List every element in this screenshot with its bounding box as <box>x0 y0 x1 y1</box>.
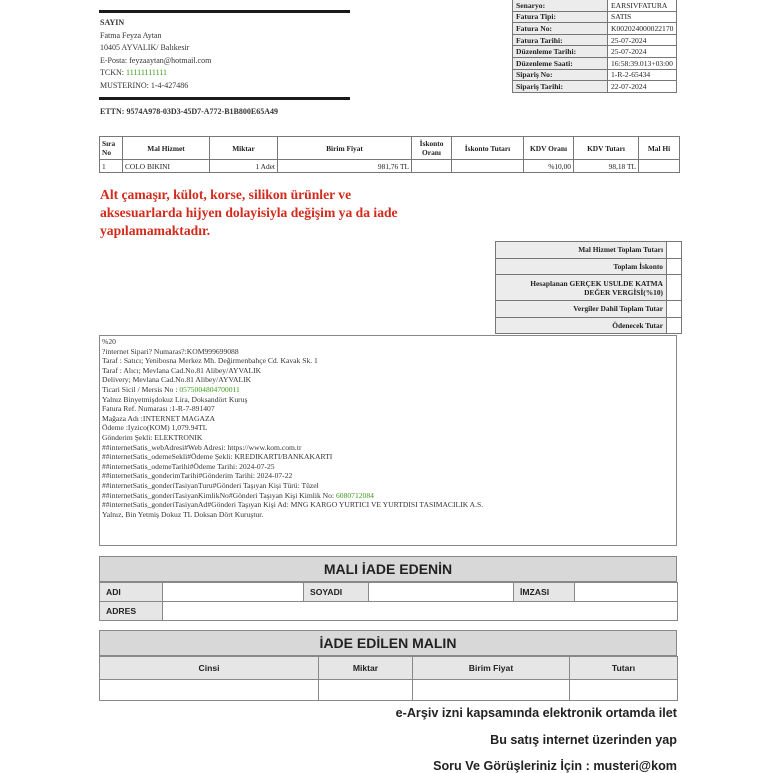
returned-goods-header: Tutarı <box>570 657 678 680</box>
note-text: ##internetSatis_gonderiTasiyanTuru#Gönderi Taşıyan Kişi Türü: Tüzel <box>102 480 319 490</box>
goods-total-cell[interactable] <box>570 680 678 701</box>
items-cell: 1 Adet <box>210 160 278 173</box>
items-cell <box>639 160 680 173</box>
totals-label <box>496 275 667 301</box>
meta-value: 25-07-2024 <box>608 34 677 46</box>
items-header-cell: Birim Fiyat <box>278 137 412 160</box>
note-text: %20 <box>102 337 116 346</box>
totals-label-line: Hesaplanan GERÇEK USULDE KATMA <box>530 278 663 288</box>
buyer-customer-no: MUSTERINO: 1-4-427486 <box>100 80 189 90</box>
note-text: Delivery; Mevlana Cad.No.81 Alibey/AYVALIK <box>102 375 252 385</box>
note-text: Yalnız Binyetmişdokuz Lira, Doksandört Kuruş <box>102 394 248 404</box>
meta-key: Sipariş Tarihi: <box>513 81 608 93</box>
tckn-label: TCKN: <box>100 68 126 77</box>
warning-line-2: aksesuarlarda hijyen dolayisiyla değişim ya da iade <box>100 205 398 220</box>
items-header-cell: Sıra No <box>100 137 123 160</box>
note-text: ##internetSatis_gonderiTasiyanKimlikNo#Gönderi Taşıyan Kişi Kimlik No: <box>102 490 336 500</box>
goods-qty-cell[interactable] <box>319 680 413 701</box>
buyer-top-rule <box>99 10 350 13</box>
address-field[interactable] <box>163 602 678 621</box>
meta-key: Düzenleme Saati: <box>513 57 608 69</box>
invoice-meta-row <box>513 69 677 81</box>
tckn-value: 11111111111 <box>126 68 168 77</box>
meta-key: Sipariş No: <box>513 69 608 81</box>
buyer-address: 10405 AYVALIK/ Balıkesir <box>100 43 190 52</box>
note-line <box>102 375 674 385</box>
note-text: Yalnız, Bin Yetmiş Dokuz TL Doksan Dört Kuruştur. <box>102 509 264 519</box>
totals-label <box>496 301 667 318</box>
totals-row <box>496 317 682 334</box>
invoice-meta-row <box>513 11 677 23</box>
meta-key: Senaryo: <box>513 0 608 11</box>
totals-label-line: DEĞER VERGİSİ(%10) <box>584 287 663 297</box>
buyer-email: E-Posta: feyzaaytan@hotmail.com <box>100 55 212 65</box>
items-table <box>99 136 680 173</box>
note-text: ##internetSatis_odemeSekli#Ödeme Şekli: KREDIKARTI/BANKAKARTI <box>102 452 333 462</box>
items-header-cell: KDV Oranı <box>524 137 574 160</box>
note-line <box>102 462 674 472</box>
totals-label-line: Vergiler Dahil Toplam Tutar <box>573 304 663 314</box>
returned-goods-header: Birim Fiyat <box>413 657 570 680</box>
footer-line-3: Soru Ve Görüşleriniz İçin : musteri@kom <box>433 759 677 773</box>
note-line <box>102 356 674 366</box>
goods-price-cell[interactable] <box>413 680 570 701</box>
ettn-line: ETTN: 9574A978-03D3-45D7-A772-B1B800E65A49 <box>100 107 278 116</box>
note-line <box>102 337 674 347</box>
items-header-cell: Miktar <box>210 137 278 160</box>
meta-value: SATIS <box>608 11 677 23</box>
totals-value <box>667 258 682 275</box>
note-text: ##internetSatis_webAdresi#Web Adresi: https://www.kom.com.tr <box>102 442 302 452</box>
note-line <box>102 471 674 481</box>
items-header-cell: Mal Hi <box>639 137 680 160</box>
hygiene-warning <box>100 186 398 240</box>
buyer-block <box>100 17 211 92</box>
note-line <box>102 385 674 395</box>
meta-key: Fatura No: <box>513 23 608 35</box>
note-line <box>102 491 674 501</box>
totals-value <box>667 301 682 318</box>
invoice-meta-row <box>513 23 677 35</box>
returned-goods-title: İADE EDİLEN MALIN <box>99 630 677 656</box>
totals-label-line: Mal Hizmet Toplam Tutarı <box>578 245 663 255</box>
note-line <box>102 481 674 491</box>
totals-row <box>496 242 682 259</box>
invoice-meta-row <box>513 34 677 46</box>
note-highlight: 0575004804700011 <box>179 384 240 394</box>
returned-goods-table <box>99 656 678 701</box>
note-highlight: 6080712084 <box>335 490 374 500</box>
totals-table <box>495 241 682 334</box>
invoice-meta-row <box>513 46 677 58</box>
buyer-name: Fatma Feyza Aytan <box>100 30 162 40</box>
meta-value: 1-R-2-65434 <box>608 69 677 81</box>
surname-field[interactable] <box>369 583 514 602</box>
note-text: Fatura Ref. Numarası :1-R-7-891407 <box>102 404 215 414</box>
signature-field[interactable] <box>575 583 678 602</box>
meta-value: EARSIVFATURA <box>608 0 677 11</box>
note-line <box>102 510 674 520</box>
invoice-meta-table <box>512 0 677 93</box>
note-text: Ödeme :Iyzico(KOM) 1,079.94TL <box>102 423 208 433</box>
note-text: ##internetSatis_gonderimTarihi#Gönderim Tarihi: 2024-07-22 <box>102 471 293 481</box>
totals-row <box>496 275 682 301</box>
note-text: ?internet Sipari? Numaras?:KOM999699088 <box>102 346 239 356</box>
note-text: ##internetSatis_gonderiTasiyanAd#Gönderi Taşıyan Kişi Ad: MNG KARGO YURTICI VE YURTDISI TASIMACILIK A.S. <box>102 500 484 510</box>
buyer-heading: SAYIN <box>100 18 125 27</box>
meta-key: Düzenleme Tarihi: <box>513 46 608 58</box>
note-text: Taraf : Alıcı; Mevlana Cad.No.81 Alibey/AYVALIK <box>102 365 262 375</box>
note-text: ##internetSatis_odemeTarihi#Ödeme Tarihi: 2024-07-25 <box>102 461 275 471</box>
invoice-meta-row <box>513 81 677 93</box>
address-label: ADRES <box>100 602 163 621</box>
invoice-meta-row <box>513 57 677 69</box>
returned-goods-header: Miktar <box>319 657 413 680</box>
notes-box <box>99 335 677 546</box>
totals-label <box>496 242 667 259</box>
return-person-form <box>99 582 678 621</box>
buyer-tckn <box>100 67 211 80</box>
note-line <box>102 395 674 405</box>
footer-line-1: e-Arşiv izni kapsamında elektronik ortamda ilet <box>395 706 677 720</box>
invoice-meta-row <box>513 0 677 11</box>
note-text: Ticari Sicil / Mersis No : <box>102 384 180 394</box>
note-text: Gönderim Şekli: ELEKTRONIK <box>102 432 203 442</box>
items-header-cell: KDV Tutarı <box>574 137 639 160</box>
warning-line-1: Alt çamaşır, külot, korse, silikon ürünler ve <box>100 187 352 202</box>
totals-value <box>667 317 682 334</box>
name-field[interactable] <box>163 583 304 602</box>
totals-value <box>667 275 682 301</box>
items-cell <box>412 160 452 173</box>
meta-value: 25-07-2024 <box>608 46 677 58</box>
items-header-cell: Mal Hizmet <box>123 137 210 160</box>
note-text: Mağaza Adı :INTERNET MAGAZA <box>102 413 216 423</box>
items-cell: 981,76 TL <box>278 160 412 173</box>
items-header-cell: İskonto Oranı <box>412 137 452 160</box>
items-cell: 1 <box>100 160 123 173</box>
footer-line-2: Bu satış internet üzerinden yap <box>490 733 677 747</box>
totals-row <box>496 258 682 275</box>
meta-value: 22-07-2024 <box>608 81 677 93</box>
meta-value: K002024000022170 <box>608 23 677 35</box>
note-line <box>102 452 674 462</box>
items-cell: 98,18 TL <box>574 160 639 173</box>
meta-key: Fatura Tipi: <box>513 11 608 23</box>
surname-label: SOYADI <box>304 583 369 602</box>
note-line <box>102 414 674 424</box>
note-line <box>102 443 674 453</box>
totals-row <box>496 301 682 318</box>
totals-label-line: Ödenecek Tutar <box>612 320 663 330</box>
items-header-cell: İskonto Tutarı <box>452 137 524 160</box>
items-cell <box>452 160 524 173</box>
buyer-bottom-rule <box>99 97 350 100</box>
note-line <box>102 347 674 357</box>
items-cell: COLO BIKINI <box>123 160 210 173</box>
totals-label-line: Toplam İskonto <box>613 261 663 271</box>
totals-value <box>667 242 682 259</box>
note-line <box>102 433 674 443</box>
note-text: Taraf : Satıcı; Yenibosna Merkez Mh. Değirmenbahçe Cd. Kavak Sk. 1 <box>102 356 318 366</box>
table-row <box>100 160 680 173</box>
meta-value: 16:58:39.013+03:00 <box>608 57 677 69</box>
note-line <box>102 404 674 414</box>
name-label: ADI <box>100 583 163 602</box>
signature-label: İMZASI <box>514 583 575 602</box>
items-cell: %10,00 <box>524 160 574 173</box>
totals-label <box>496 258 667 275</box>
warning-line-3: yapılamamaktadır. <box>100 223 211 238</box>
note-line <box>102 366 674 376</box>
return-person-title: MALI İADE EDENİN <box>99 556 677 582</box>
note-line <box>102 500 674 510</box>
totals-label <box>496 317 667 334</box>
note-line <box>102 423 674 433</box>
meta-key: Fatura Tarihi: <box>513 34 608 46</box>
goods-type-cell[interactable] <box>100 680 319 701</box>
returned-goods-header: Cinsi <box>100 657 319 680</box>
